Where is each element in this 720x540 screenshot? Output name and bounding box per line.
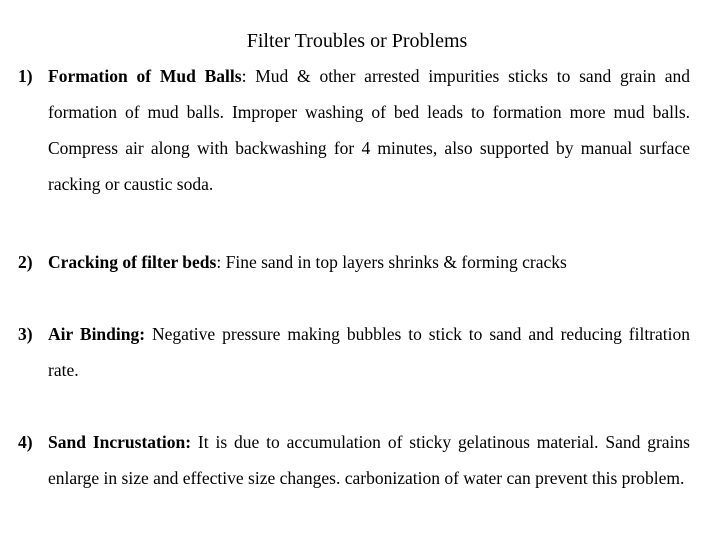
list-item <box>18 424 690 496</box>
item-number: 2) <box>18 252 33 272</box>
item-term: Air Binding: <box>48 324 146 344</box>
item-term: Sand Incrustation: <box>48 432 192 452</box>
page-title: Filter Troubles or Problems <box>246 30 468 52</box>
item-body <box>48 424 690 496</box>
item-number: 3) <box>18 324 33 344</box>
item-text: Negative pressure making bubbles to stick to sand and reducing filtration rate. <box>48 324 691 380</box>
list-item <box>18 316 690 388</box>
item-text: Mud & other arrested impurities sticks to sand grain and formation of mud balls. Improper washing of bed leads to formation more mud balls. Compress air along with backwashing for 4 minutes, also supported by manual surface racking or caustic soda. <box>48 66 690 194</box>
item-body <box>48 316 690 388</box>
item-separator: : <box>241 66 247 86</box>
item-term: Formation of Mud Balls <box>48 66 242 86</box>
item-text: Fine sand in top layers shrinks & forming cracks <box>221 252 567 272</box>
item-text: It is due to accumulation of sticky gelatinous material. Sand grains enlarge in size and effective size changes. carbonization of water can prevent this problem. <box>48 432 690 488</box>
item-number: 1) <box>18 66 33 86</box>
item-body <box>48 244 690 280</box>
list-item <box>18 244 690 280</box>
item-body <box>48 58 690 202</box>
item-separator: : <box>216 252 222 272</box>
item-number: 4) <box>18 432 33 452</box>
item-term: Cracking of filter beds <box>48 252 217 272</box>
list-item <box>18 58 690 202</box>
